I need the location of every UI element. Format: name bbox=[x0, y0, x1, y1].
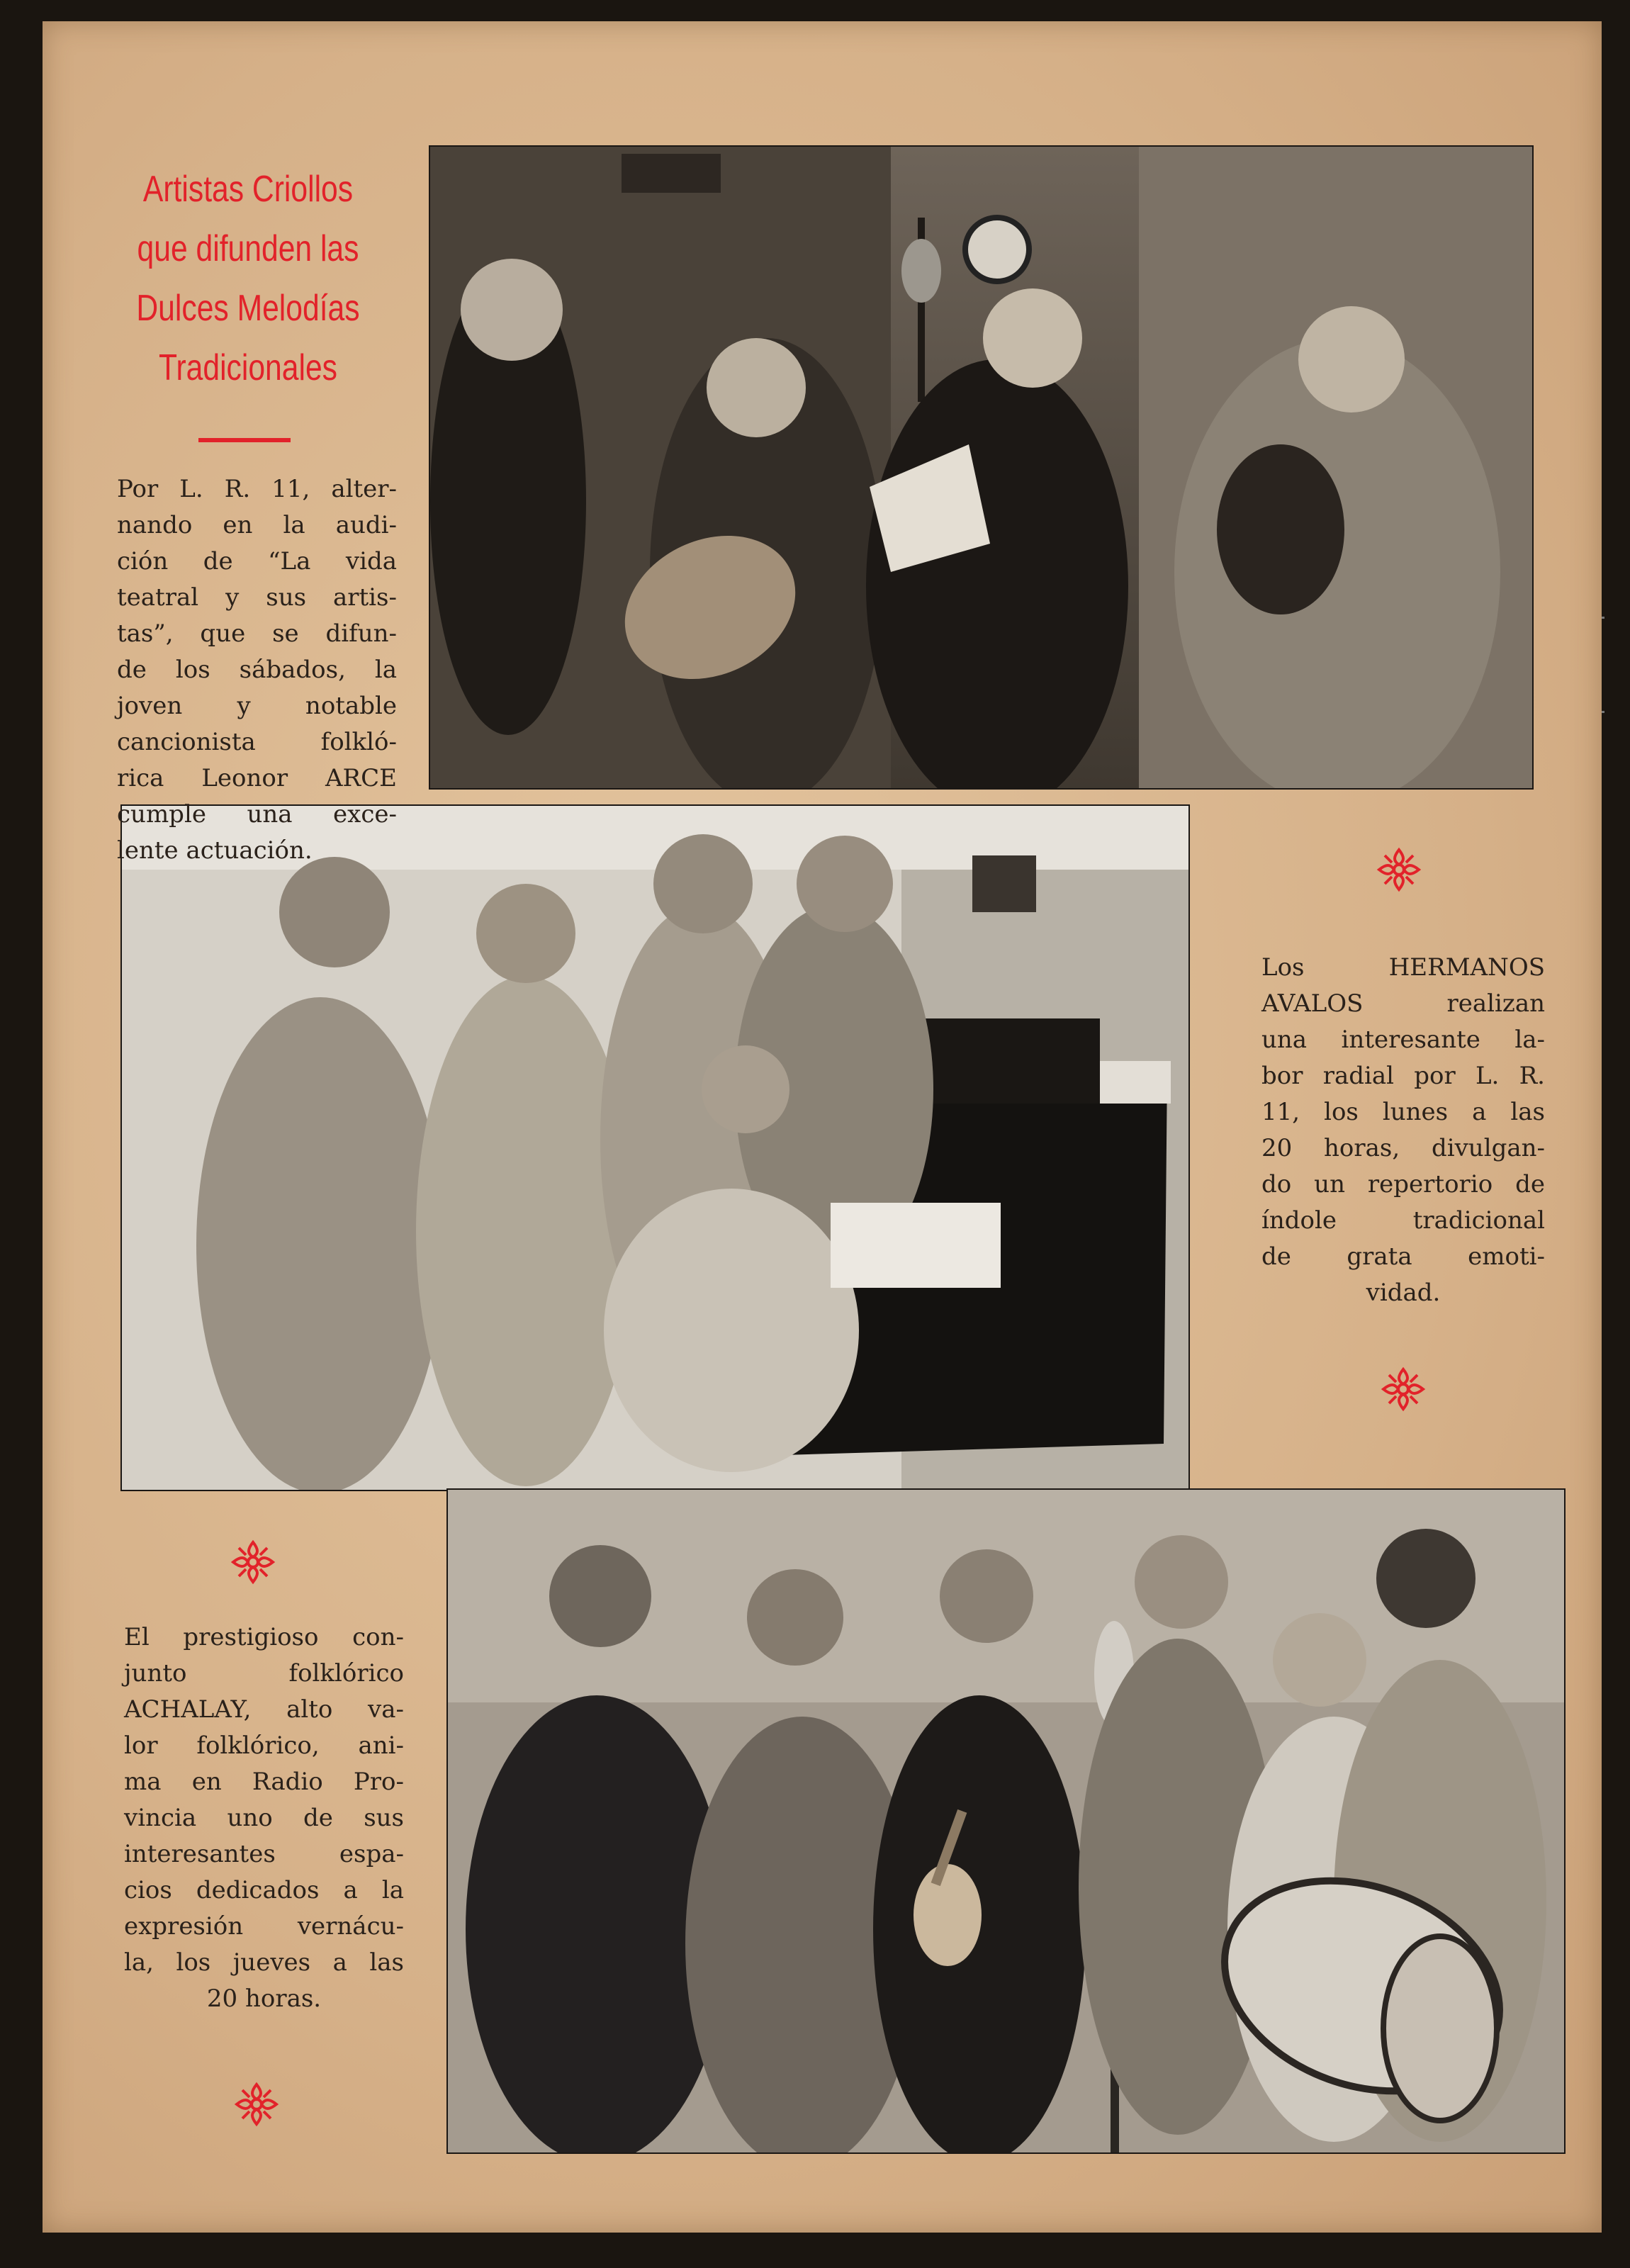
article-title bbox=[126, 159, 370, 398]
photo-conjunto-achalay bbox=[446, 1488, 1566, 2154]
caption-line: cancionista folkló- bbox=[117, 728, 397, 756]
caption-line: bor radial por L. R. bbox=[1261, 1062, 1545, 1090]
caption-line: El prestigioso con- bbox=[124, 1623, 404, 1651]
caption-leonor-arce bbox=[117, 471, 397, 869]
caption-line: la, los jueves a las bbox=[124, 1948, 404, 1977]
caption-line: índole tradicional bbox=[1261, 1206, 1545, 1235]
caption-line: junto folklórico bbox=[124, 1659, 404, 1688]
caption-line: AVALOS realizan bbox=[1261, 989, 1545, 1018]
caption-line: do un repertorio de bbox=[1261, 1170, 1545, 1198]
caption-line: ACHALAY, alto va- bbox=[124, 1695, 404, 1724]
caption-line: rica Leonor ARCE bbox=[117, 764, 397, 792]
caption-line: teatral y sus artis- bbox=[117, 583, 397, 612]
title-line: que difunden las bbox=[137, 228, 359, 269]
caption-line: lor folklórico, ani- bbox=[124, 1731, 404, 1760]
photo-musicians-at-microphone bbox=[429, 145, 1534, 790]
title-line: Dulces Melodías bbox=[136, 288, 360, 329]
title-rule bbox=[198, 438, 291, 442]
caption-line: una interesante la- bbox=[1261, 1026, 1545, 1054]
caption-line: joven y notable bbox=[117, 692, 397, 720]
red-floral-ornament-icon bbox=[1376, 847, 1422, 892]
caption-line: Por L. R. 11, alter- bbox=[117, 475, 397, 503]
title-line: Artistas Criollos bbox=[142, 169, 354, 210]
red-floral-ornament-icon bbox=[230, 1539, 276, 1585]
red-floral-ornament-icon bbox=[1381, 1366, 1426, 1412]
red-floral-ornament-icon bbox=[234, 2082, 279, 2127]
caption-line: ma en Radio Pro- bbox=[124, 1768, 404, 1796]
caption-line: 11, los lunes a las bbox=[1261, 1098, 1545, 1126]
caption-hermanos-avalos bbox=[1261, 950, 1545, 1311]
caption-line: interesantes espa- bbox=[124, 1840, 404, 1868]
caption-line: lente actuación. bbox=[117, 836, 313, 865]
caption-line: ción de “La vida bbox=[117, 547, 397, 576]
caption-conjunto-achalay bbox=[124, 1619, 404, 2017]
caption-line: 20 horas, divulgan- bbox=[1261, 1134, 1545, 1162]
caption-line: de los sábados, la bbox=[117, 656, 397, 684]
caption-line: tas”, que se difun- bbox=[117, 619, 397, 648]
caption-line: 20 horas. bbox=[206, 1984, 322, 2013]
photo-hermanos-avalos-piano bbox=[120, 804, 1190, 1491]
caption-line: nando en la audi- bbox=[117, 511, 397, 539]
caption-line: vincia uno de sus bbox=[124, 1804, 404, 1832]
caption-line: cios dedicados a la bbox=[124, 1876, 404, 1904]
title-line: Tradicionales bbox=[158, 347, 337, 388]
caption-line: Los HERMANOS bbox=[1261, 953, 1545, 982]
caption-line: vidad. bbox=[1366, 1279, 1441, 1307]
caption-line: cumple una exce- bbox=[117, 800, 397, 829]
caption-line: de grata emoti- bbox=[1261, 1242, 1545, 1271]
caption-line: expresión vernácu- bbox=[124, 1912, 404, 1941]
